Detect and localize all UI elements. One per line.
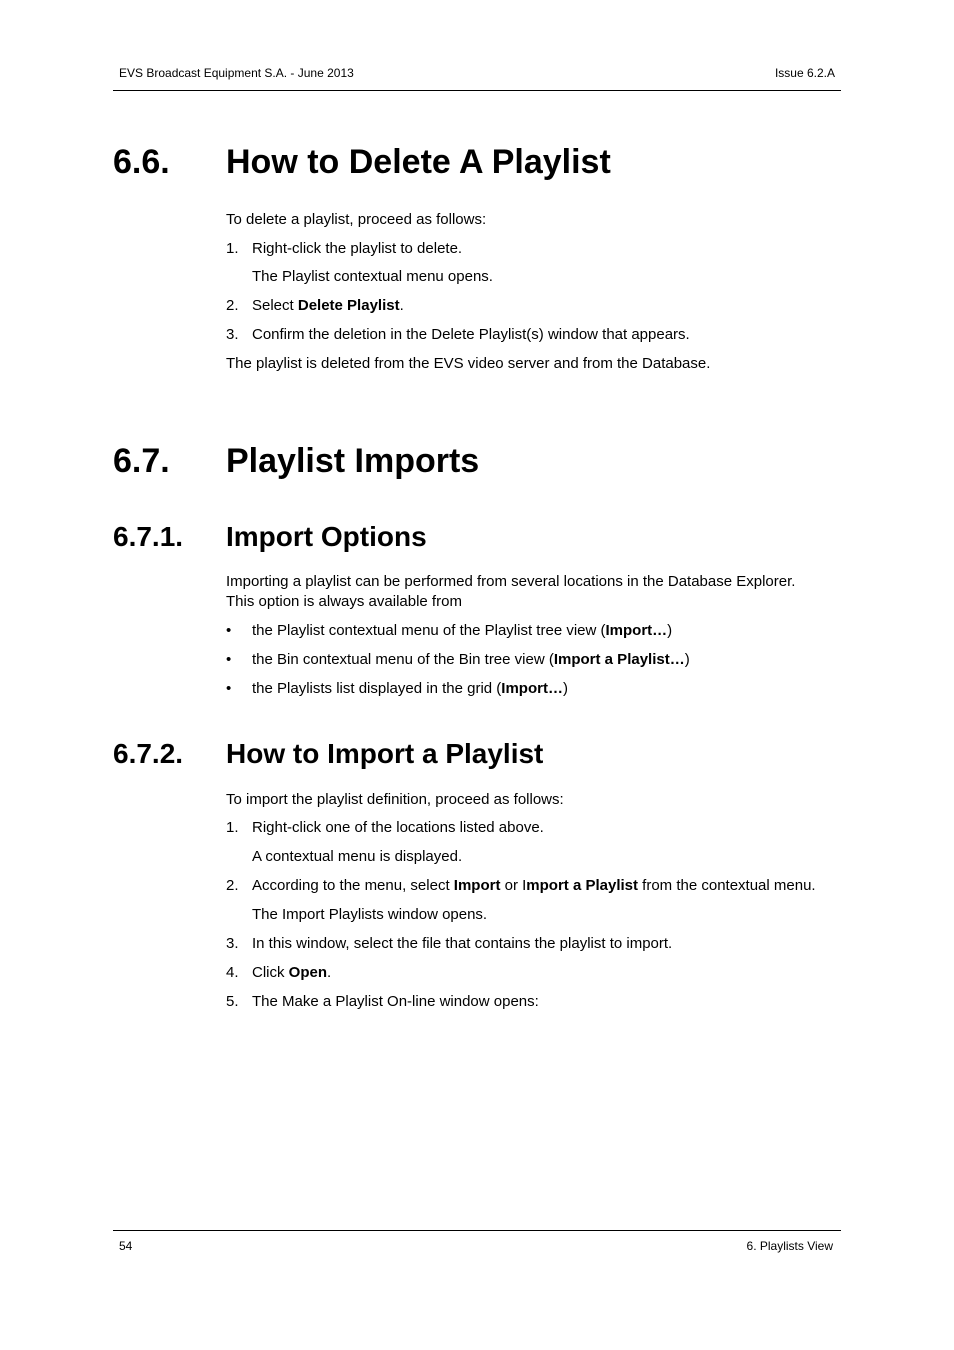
page-header [113,60,841,91]
step-text [252,876,816,896]
sec66-step-1-result: The Playlist contextual menu opens. [252,268,493,285]
chapter-name: 6. Playlists View [746,1239,833,1253]
sec671-intro-line-1: Importing a playlist can be performed from several locations in the Database Explorer. [226,573,796,590]
bullet-mark: • [226,622,232,639]
step-text: Confirm the deletion in the Delete Playlist(s) window that appears. [252,326,690,343]
bullet-text-post: ) [562,680,568,697]
section-title: How to Import a Playlist [226,738,544,769]
header-right: Issue 6.2.A [774,66,835,80]
bullet-text-post: ) [684,651,690,668]
step-number: 5. [226,993,239,1010]
step-text-bold: Delete Playlist [297,297,400,314]
step-number: 1. [226,819,239,836]
sec66-outro: The playlist is deleted from the EVS video server and from the Database. [226,355,711,372]
bullet-text-pre: the Playlist contextual menu of the Playlist tree view ( [252,622,606,639]
page-footer [113,1230,841,1261]
step-number: 1. [226,240,239,257]
step-text: Right-click one of the locations listed above. [252,819,544,836]
step-text: The Make a Playlist On-line window opens: [252,993,539,1010]
bullet-text-pre: the Playlists list displayed in the grid ( [252,680,502,697]
step-number: 3. [226,326,239,343]
bullet-text [252,621,672,641]
bullet-text-bold: Import… [605,622,668,639]
section-title: Import Options [226,521,427,552]
step-text: Right-click the playlist to delete. [252,240,463,257]
bullet-mark: • [226,651,232,668]
header-left: EVS Broadcast Equipment S.A. - June 2013 [119,66,354,80]
sec672-step-1-result: A contextual menu is displayed. [252,848,463,865]
step-text: In this window, select the file that contains the playlist to import. [252,935,673,952]
sec672-step-2-result: The Import Playlists window opens. [252,906,488,923]
bullet-text-bold: Import… [501,680,563,697]
step-number: 3. [226,935,239,952]
step-text-post: from the contextual menu. [638,877,816,894]
step-number: 4. [226,964,239,981]
step-text-bold: Open [288,964,328,981]
step-text-mid: or I [500,877,527,894]
step-text-bold-2: mport a Playlist [526,877,638,894]
sec672-intro: To import the playlist definition, proceed as follows: [226,791,564,808]
page-number: 54 [119,1239,133,1253]
section-number: 6.6. [113,143,170,181]
bullet-text-bold: Import a Playlist… [553,651,685,668]
step-text-bold-1: Import [453,877,501,894]
section-number: 6.7.1. [113,521,184,552]
bullet-mark: • [226,680,232,697]
bullet-text-post: ) [667,622,673,639]
step-text-pre: According to the menu, select [252,877,454,894]
bullet-text [252,650,690,670]
bullet-text [252,679,568,699]
bullet-text-pre: the Bin contextual menu of the Bin tree view ( [252,651,554,668]
section-number: 6.7. [113,442,170,480]
sec66-intro: To delete a playlist, proceed as follows: [226,211,487,228]
step-text-post: . [399,297,404,314]
sec671-intro-line-2: This option is always available from [226,593,462,610]
step-text [252,963,331,983]
section-title: Playlist Imports [226,442,480,480]
step-text-pre: Click [252,964,289,981]
step-number: 2. [226,297,239,314]
step-text-post: . [327,964,332,981]
step-text-pre: Select [252,297,298,314]
step-text [252,296,404,316]
section-number: 6.7.2. [113,738,184,769]
step-number: 2. [226,877,239,894]
section-title: How to Delete A Playlist [226,143,611,181]
